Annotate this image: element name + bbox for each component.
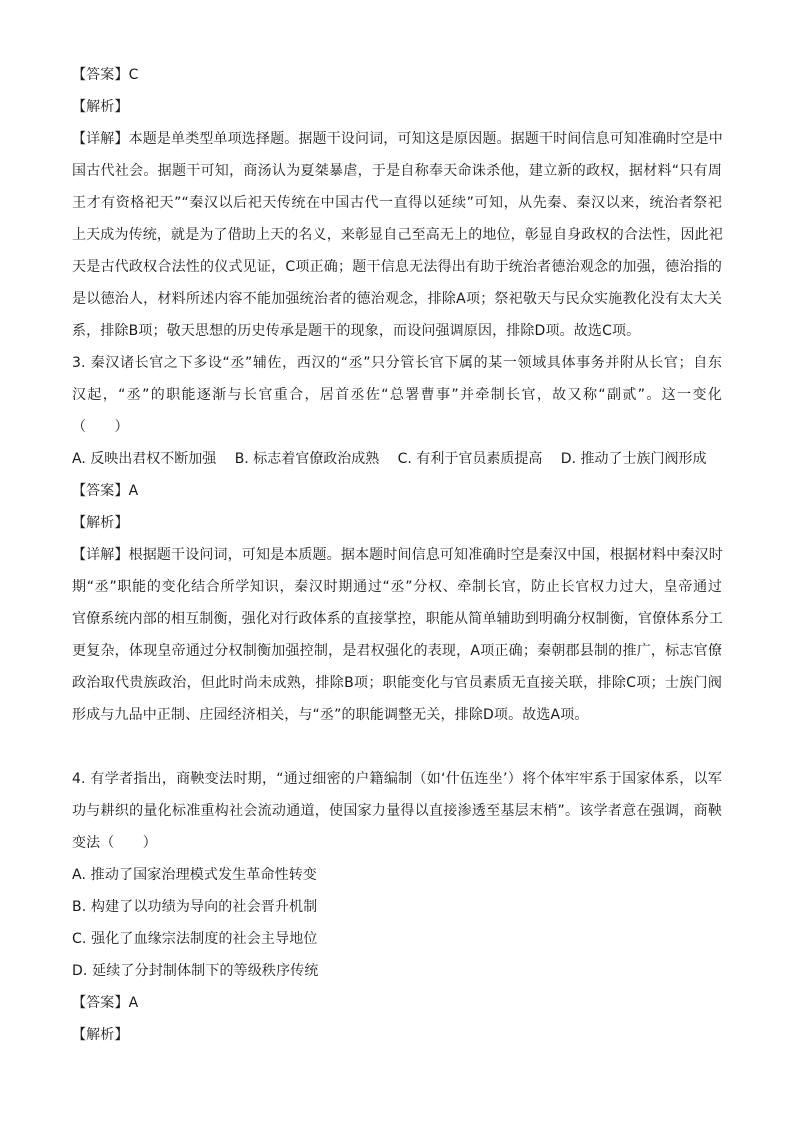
answer-label: 【答案】A [72, 995, 139, 1011]
question-3-stem: 3. 秦汉诸长官之下多设“丞”辅佐，西汉的“丞”只分管长官下属的某一领域具体事务并附从长官；自东 [72, 355, 722, 371]
option-d: D. 延续了分封制体制下的等级秩序传统 [72, 963, 319, 979]
detail-line: 形成与九品中正制、庄园经济相关，与“丞”的职能调整无关，排除D项。故选A项。 [72, 707, 589, 723]
detail-line: 国古代社会。据题干可知，商汤认为夏桀暴虐，于是自称奉天命诛杀他，建立新的政权，据材料“只有周 [72, 163, 722, 179]
answer-label: 【答案】C [72, 67, 139, 83]
option-b: B. 构建了以功绩为导向的社会晋升机制 [72, 899, 318, 915]
option-c: C. 强化了血缘宗法制度的社会主导地位 [72, 931, 318, 947]
question-3-options [72, 450, 722, 468]
detail-line: 期“丞”职能的变化结合所学知识，秦汉时期通过“丞”分权、牵制长官，防止长官权力过大，皇帝通过 [72, 579, 722, 595]
option-a: A. 反映出君权不断加强 [72, 451, 217, 467]
detail-line: 是以德治人，材料所述内容不能加强统治者的德治观念，排除A项；祭祀敬天与民众实施教化没有太大关 [72, 291, 722, 307]
detail-line: 政治取代贵族政治，但此时尚未成熟，排除B项；职能变化与官员素质无直接关联，排除C项；士族门阀 [72, 675, 722, 691]
question-4-stem: 功与耕织的量化标准重构社会流动通道，使国家力量得以直接渗透至基层末梢”。该学者意在强调，商鞅 [72, 803, 722, 819]
answer-label: 【答案】A [72, 483, 139, 499]
question-4-stem: 变法（ ） [72, 835, 157, 851]
detail-line: 王才有资格祀天”“秦汉以后祀天传统在中国古代一直得以延续”可知，从先秦、秦汉以来，统治者祭祀 [72, 195, 722, 211]
option-c: C. 有利于官员素质提高 [397, 451, 543, 467]
detail-line: 系，排除B项；敬天思想的历史传承是题干的现象，而设问强调原因，排除D项。故选C项。 [72, 323, 641, 339]
detail-line: 天是古代政权合法性的仪式见证，C项正确；题干信息无法得出有助于统治者德治观念的加强，德治指的 [72, 259, 722, 275]
question-3-stem: 汉起，“丞”的职能逐渐与长官重合，居首丞佐“总署曹事”并牵制长官，故又称“副贰”。这一变化 [72, 387, 722, 403]
detail-line: 【详解】本题是单类型单项选择题。据题干设问词，可知这是原因题。据题干时间信息可知准确时空是中 [72, 131, 723, 147]
question-3-blank: （ ） [72, 419, 129, 435]
detail-line: 更复杂，体现皇帝通过分权制衡加强控制，是君权强化的表现，A项正确；秦朝郡县制的推广，标志官僚 [72, 643, 722, 659]
detail-line: 【详解】根据题干设问词，可知是本质题。据本题时间信息可知准确时空是秦汉中国，根据材料中秦汉时 [72, 547, 723, 563]
analysis-label: 【解析】 [72, 1027, 129, 1043]
analysis-label: 【解析】 [72, 515, 129, 531]
analysis-label: 【解析】 [72, 99, 129, 115]
question-4-stem: 4. 有学者指出，商鞅变法时期，“通过细密的户籍编制（如‘什伍连坐’）将个体牢牢系于国家体系，以军 [72, 771, 722, 787]
detail-line: 官僚系统内部的相互制衡，强化对行政体系的直接掌控，职能从简单辅助到明确分权制衡，官僚体系分工 [72, 611, 723, 627]
detail-line: 上天成为传统，就是为了借助上天的名义，来彰显自己至高无上的地位，彰显自身政权的合法性，因此祀 [72, 227, 723, 243]
option-a: A. 推动了国家治理模式发生革命性转变 [72, 867, 318, 883]
option-b: B. 标志着官僚政治成熟 [234, 451, 380, 467]
option-d: D. 推动了士族门阀形成 [560, 451, 707, 467]
